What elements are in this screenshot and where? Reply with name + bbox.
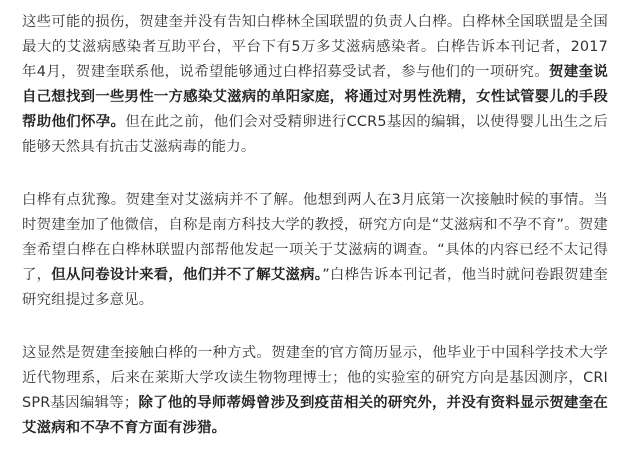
paragraph-1-text-1: 这些可能的损伤，贺建奎并没有告知白桦林全国联盟的负责人白桦。白桦林全国联盟是全国最大的艾滋病感染者互助平台，平台下有5万多艾滋病感染者。白桦告诉本刊记者，2017年4月，贺建奎联系他，说希望能够通过白桦招募受试者，参与他们的一项研究。 (22, 14, 608, 80)
paragraph-1-text-2: 但在此之前，他们会对受精卵进行CCR5基因的编辑，以使得婴儿出生之后能够天然具有抗击艾滋病毒的能力。 (22, 114, 608, 155)
paragraph-3-bold-text: 除了他的导师蒂姆曾涉及到疫苗相关的研究外，并没有资料显示贺建奎在艾滋病和不孕不育方面有涉猎。 (22, 395, 608, 436)
paragraph-2-text-1: 白桦有点犹豫。贺建奎对艾滋病并不了解。他想到两人在3月底第一次接触时候的事情。当时贺建奎加了他微信，自称是南方科技大学的教授，研究方向是“艾滋病和不孕不育”。贺建奎希望白桦在白桦林联盟内部帮他发起一项关于艾滋病的调查。“具体的内容已经不太记得了， (22, 192, 608, 283)
paragraph-3 (22, 341, 608, 441)
paragraph-3-text-1: 这显然是贺建奎接触白桦的一种方式。贺建奎的官方简历显示，他毕业于中国科学技术大学近代物理系，后来在莱斯大学攻读生物物理博士；他的实验室的研究方向是基因测序，CRISPR基因编辑等； (22, 345, 608, 411)
article-body (22, 0, 608, 441)
paragraph-1-bold-text: 贺建奎说自己想找到一些男性一方感染艾滋病的单阳家庭，将通过对男性洗精，女性试管婴儿的手段帮助他们怀孕。 (22, 64, 608, 130)
paragraph-1 (22, 0, 608, 160)
paragraph-2-text-2: ”白桦告诉本刊记者，他当时就问卷跟贺建奎研究组提过多意见。 (22, 267, 608, 308)
paragraph-2-bold-text: 但从问卷设计来看，他们并不了解艾滋病。 (51, 267, 323, 283)
paragraph-2 (22, 188, 608, 313)
